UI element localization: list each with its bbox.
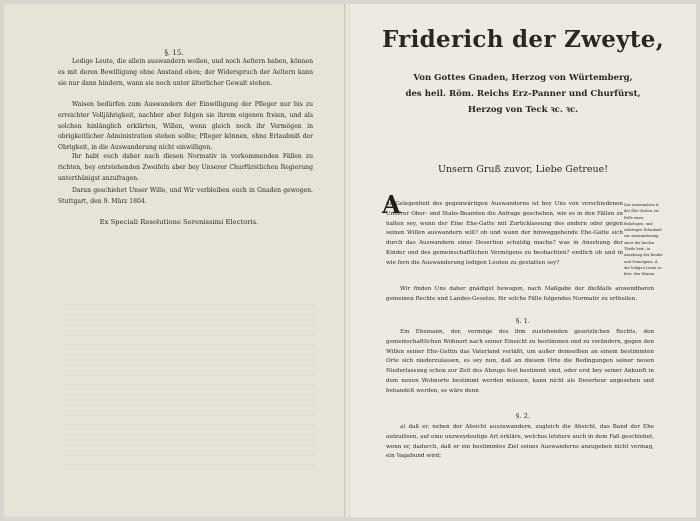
- right-page: [350, 4, 696, 517]
- paragraph-condition-a: a) daß er, neben der Absicht auszuwandern, zugleich die Absicht, das Band der Ehe aufzulösen, auf eine unzweydeutige Art erkläre, welches letztere auch in dem Fall geschiehet, wenn er, dadurch, daß er ein bestimmtes Ziel seines Auswanderns anzugeben nicht vermag, ein Vagabund wird;: [386, 424, 654, 460]
- subtitle-line: Herzog von Teck ꝛc. ꝛc.: [467, 105, 579, 115]
- section-heading-1: §. 1.: [515, 317, 531, 325]
- paragraph-inquiry: us Gelegenheit des gegenwärtigen Auswanderns ist bey Uns von verschiedenen Unserer Ober- und Stabs-Beamten die Anfrage geschehen, wie es in den Fällen zu halten sey, wenn der Eine Ehe-Gatte mit Zurücklassung des andern oder gegen seinen Willen auswandern will? ob und wann der hinweggehende Ehe-Gatte sich durch das Auswandern einer Desertion schuldig mache? was in Ansehung der Kinder und des gemeinschaftlichen Vermögens zu beobachten? endlich ob und in wie fern die Auswanderung ledigen Leuten zu gestatten sey?: [386, 201, 623, 266]
- subtitle-line: des heil. Röm. Reichs Erz-Panner und Churfürst,: [405, 89, 641, 99]
- subscription-line: Ex Speciali Resolutione Serenissimi Electoris.: [99, 218, 259, 226]
- section-heading-2: §. 2.: [515, 412, 531, 420]
- left-page: [4, 4, 344, 517]
- greeting: Unsern Gruß zuvor, Liebe Getreue!: [437, 164, 609, 175]
- paragraph-unmarried-emigrants: Ledige Leute, die allein auswandern wollen, und noch Aeltern haben, können es mit deren Bewilligung ohne Anstand eben; der Widerspruch der Aeltern kann sie nur dann hindern, wann sie noch unter älterlicher Gewalt stehen.: [58, 58, 313, 87]
- paragraph-orphans: Waisen bedürfen zum Auswandern der Einwilligung der Pfleger nur bis zu erreichter Volljährigkeit, nachher aber folgen sie ihrem eigenen freien, und als solchen hinlänglich erklärten, Willen, wenn gleich noch ihr Vermögen in obrigkeitlicher Administration stehen sollte; Pfleger können, ohne Erlaubniß der Obrigkeit, in die Auswanderung nicht einwilligen.: [58, 101, 313, 152]
- subtitle-line: Von Gottes Gnaden, Herzog von Würtemberg,: [413, 73, 633, 83]
- decree-subtitle: [360, 70, 686, 118]
- margin-note: Das Auswandern d. der Ehe-Gatten, im Falle eines Beliebigen, und sofortigen Erlaubniß zur Auswanderung einer der beiden Theile betr., in Ansehung der Kinder und Vermögens, d. der ledigen Leute zu betr. den Waisen.: [624, 203, 663, 277]
- section-heading-15: §. 15.: [164, 49, 184, 57]
- drop-cap: A: [382, 190, 401, 219]
- document-spread: [4, 4, 696, 517]
- paragraph-normativ: Wir finden Uns daher gnädigst bewogen, nach Maßgabe der dießfalls anwendbaren gemeinen Rechte und Landes-Gesetze, für solche Fälle folgendes Normativ zu ertheilen.: [386, 286, 654, 302]
- paragraph-closing-date: Daran geschiehet Unser Wille, und Wir verbleiben euch in Gnaden gewogen. Stuttgart, den 9. März 1804.: [58, 187, 313, 205]
- paragraph-instruction: Ihr habt euch daher nach diesen Normativ in vorkommenden Fällen zu richten, bey entstehenden Zweifeln aber bey Unserer Churfürstlichen Regierung unterthänigst anzufragen.: [58, 153, 313, 182]
- paragraph-husband-rights: Ein Ehemann, der, vermöge des ihm zustehenden gesetzlichen Rechts, den gemeinschaftlichen Wohnort nach seiner Einsicht zu bestimmen und zu verändern, gegen den Willen seiner Ehe-Gattin das Vaterland verläßt, um außer demselben an einem bestimmten Orte sich niederzulassen, es sey nun, daß an diesem Orte die Bedingungen seiner neuen Niederlassung schon zur Zeit des Abzugs fest bestimmt sind, oder erst bey seiner Ankunft in dem neuen Wohnorte bestimmt werden müssen, kann nicht als Deserteur angesehen und behandelt werden, es wäre denn: [386, 329, 654, 394]
- decree-title: Friderich der Zweyte,: [381, 26, 665, 53]
- bleed-through-texture: [64, 304, 314, 474]
